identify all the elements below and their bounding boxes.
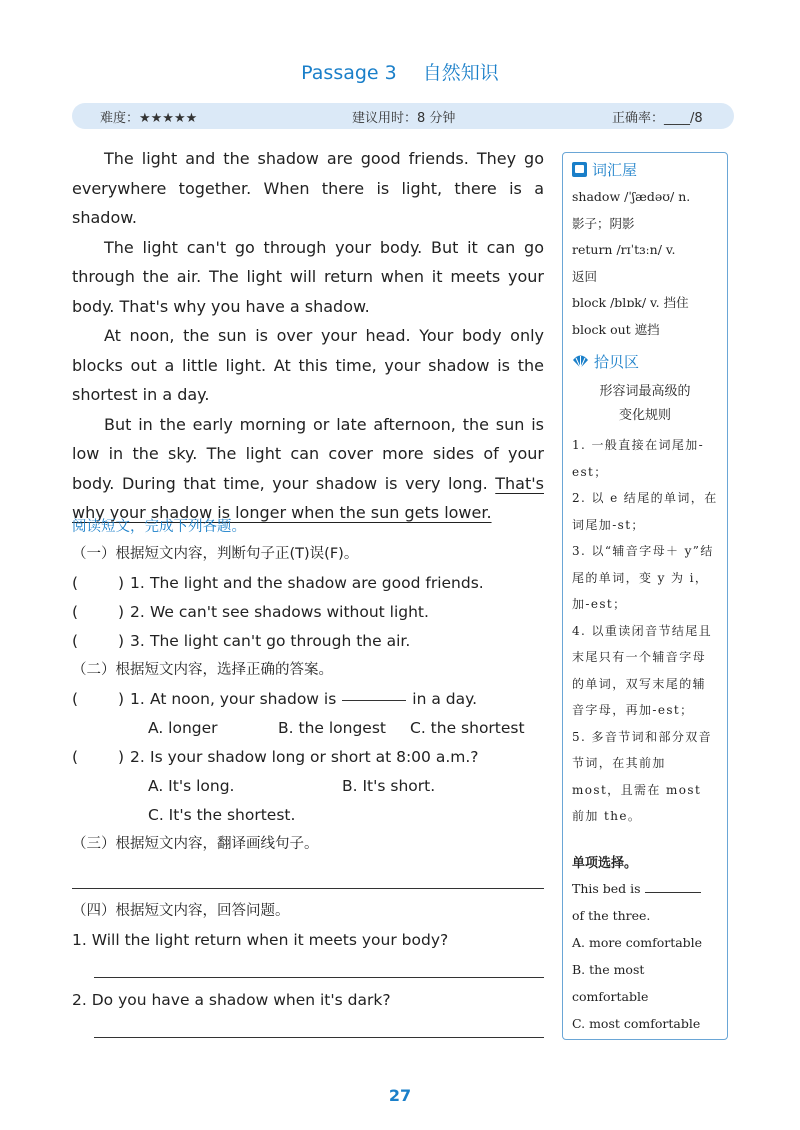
section-4-title: （四）根据短文内容，回答问题。 <box>72 903 290 919</box>
rule-item: 1. 一般直接在词尾加-est； <box>572 438 705 479</box>
tf-question <box>72 627 544 656</box>
open-question <box>72 986 544 1015</box>
mc-2-options <box>72 772 544 801</box>
section-2-title: （二）根据短文内容，选择正确的答案。 <box>72 662 333 678</box>
question-number: 3. <box>130 632 145 650</box>
rules-title-line-1: 形容词最高级的 <box>599 384 691 399</box>
reading-passage <box>72 144 544 528</box>
topic-label: 自然知识 <box>422 62 499 84</box>
rules-title <box>572 380 718 428</box>
mc-option: C. most comfortable <box>572 1015 701 1031</box>
answer-paren[interactable]: ( ) <box>72 632 124 650</box>
mc-q-part-1: This bed is <box>572 880 641 896</box>
mc-option: B. the most comfortable <box>572 961 649 1004</box>
question-number: 1. <box>130 690 145 708</box>
difficulty-label: 难度：★★★★★ <box>100 110 198 126</box>
passage-label: Passage 3 <box>301 62 397 84</box>
vocab-item: shadow /ˈʃædəʊ/ n. <box>572 189 691 204</box>
mc-q-part-2: of the three. <box>572 907 651 923</box>
rules-title-line-2: 变化规则 <box>618 408 671 423</box>
vocab-header <box>572 159 718 180</box>
question-number: 2. <box>130 603 145 621</box>
answer-blank[interactable] <box>645 879 701 893</box>
answer-paren[interactable]: ( ) <box>72 748 124 766</box>
option-a: A. longer <box>148 719 218 737</box>
sidebar <box>562 152 728 1040</box>
vocab-item: 返回 <box>572 268 598 284</box>
grammar-header <box>572 351 718 372</box>
grammar-title: 拾贝区 <box>594 353 640 371</box>
question-number: 2. <box>72 991 87 1009</box>
mc-question <box>572 875 718 1037</box>
mc-question-1 <box>72 685 544 714</box>
question-number: 1. <box>130 574 145 592</box>
vocab-title: 词汇屋 <box>592 161 638 179</box>
rule-item: 4. 以重读闭音节结尾且末尾只有一个辅音字母的单词，双写末尾的辅音字母，再加-est； <box>572 623 713 717</box>
option-b: B. the longest <box>278 719 386 737</box>
question-text: Do you have a shadow when it's dark? <box>91 991 391 1009</box>
vocab-item: 影子；阴影 <box>572 215 635 231</box>
info-bar <box>72 103 734 129</box>
option-c: C. It's the shortest. <box>148 806 296 824</box>
answer-paren[interactable]: ( ) <box>72 690 124 708</box>
answer-line[interactable] <box>94 977 544 978</box>
question-number: 1. <box>72 931 87 949</box>
question-text-after: in a day. <box>412 690 478 708</box>
mc-title: 单项选择。 <box>572 855 638 871</box>
passage-paragraph-4 <box>72 410 544 528</box>
question-text: We can't see shadows without light. <box>150 603 429 621</box>
shell-icon <box>572 354 589 369</box>
passage-paragraph-1: The light and the shadow are good friends. They go everywhere together. When there is light, there is a shadow. <box>72 149 544 227</box>
vocab-item: block out 遮挡 <box>572 321 660 337</box>
answer-blank[interactable] <box>342 685 406 701</box>
passage-paragraph-3: At noon, the sun is over your head. Your body only blocks out a little light. At this time, your shadow is the shortest in a day. <box>72 326 544 404</box>
question-text-before: At noon, your shadow is <box>150 690 337 708</box>
passage-paragraph-4-text: But in the early morning or late afternoon, the sun is low in the sky. The light can cover more sides of your body. During that time, your shadow is very long. <box>72 414 544 493</box>
passage-paragraph-2: The light can't go through your body. But it can go through the air. The light will return when it meets your body. That's why you have a shadow. <box>72 237 544 316</box>
vocab-list <box>572 184 718 343</box>
question-text: The light can't go through the air. <box>150 632 411 650</box>
vocab-item: return /rɪˈtɜːn/ v. <box>572 242 676 257</box>
question-text: Will the light return when it meets your body? <box>91 931 449 949</box>
mc-question-2 <box>72 743 544 772</box>
questions-header: 阅读短文，完成下列各题。 <box>72 519 246 535</box>
rule-item: 5. 多音节词和部分双音节词，在其前加 most，且需在 most 前加 the。 <box>572 729 713 823</box>
accuracy-label: 正确率：____/8 <box>612 110 703 126</box>
rule-item: 2. 以 e 结尾的单词，在词尾加-st； <box>572 491 718 532</box>
page-title <box>0 58 800 85</box>
rules-list <box>572 432 718 830</box>
question-text: The light and the shadow are good friends. <box>150 574 484 592</box>
answer-line[interactable] <box>72 888 544 889</box>
answer-paren[interactable]: ( ) <box>72 603 124 621</box>
question-text: Is your shadow long or short at 8:00 a.m.? <box>150 748 479 766</box>
mc-option: A. more comfortable <box>572 934 703 950</box>
section-3-title: （三）根据短文内容，翻译画线句子。 <box>72 836 319 852</box>
tf-question <box>72 569 544 598</box>
page-number: 27 <box>388 1086 412 1105</box>
time-label: 建议用时：8 分钟 <box>352 110 456 126</box>
question-number: 2. <box>130 748 145 766</box>
questions-section <box>72 514 544 1038</box>
answer-paren[interactable]: ( ) <box>72 574 124 592</box>
tf-question <box>72 598 544 627</box>
rule-item: 3. 以“辅音字母＋ y”结尾的单词，变 y 为 i，加-est； <box>572 544 714 611</box>
vocab-item: block /blɒk/ v. 挡住 <box>572 295 689 310</box>
open-question <box>72 926 544 955</box>
underlined-sentence: That's why your shadow is longer when the sun gets lower. <box>72 473 544 522</box>
option-c: C. the shortest <box>410 719 525 737</box>
option-b: B. It's short. <box>342 777 436 795</box>
section-1-title: （一）根据短文内容，判断句子正(T)误(F)。 <box>72 546 359 562</box>
answer-line[interactable] <box>94 1037 544 1038</box>
option-a: A. It's long. <box>148 777 235 795</box>
book-icon <box>572 162 587 177</box>
mc-1-options <box>72 714 544 743</box>
mc-2-options-row-2 <box>72 801 544 830</box>
